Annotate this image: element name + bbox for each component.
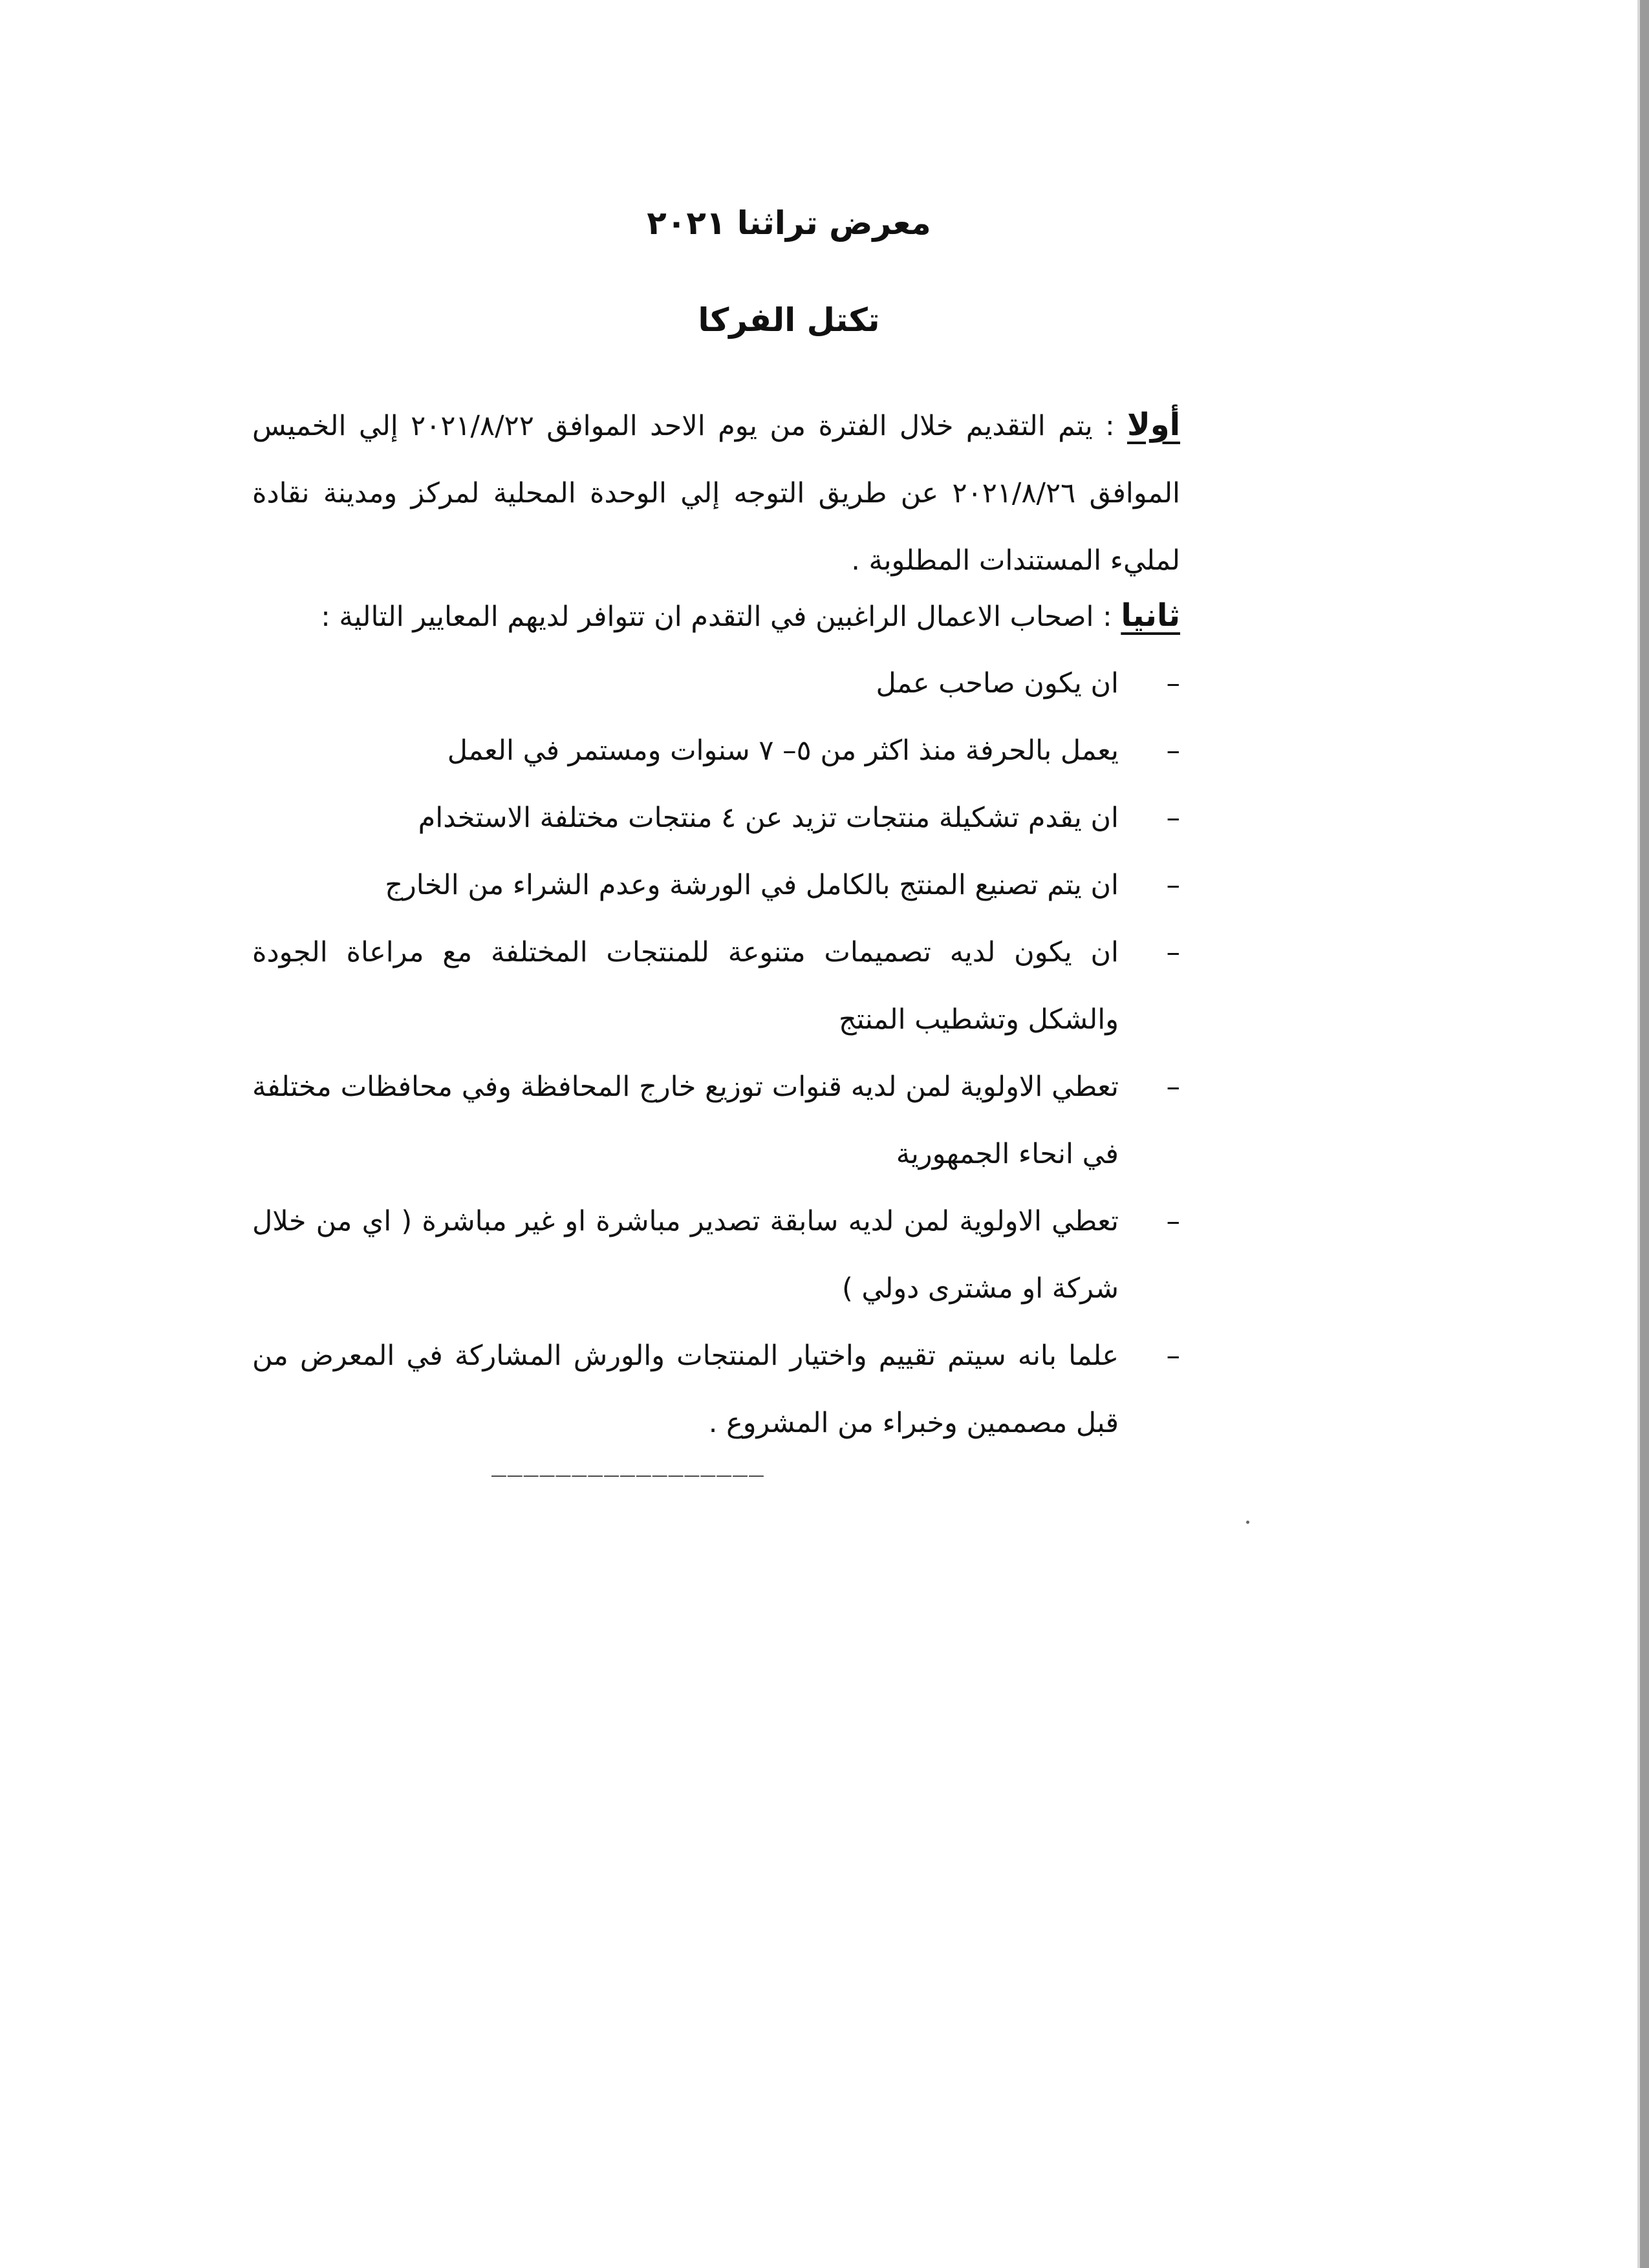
scan-edge [1640,0,1649,2268]
section-first-label: أولا [1126,407,1181,443]
criteria-item: – ان يكون صاحب عمل [252,650,1180,717]
criteria-item: – علما بانه سيتم تقييم واختيار المنتجات والورش المشاركة في المعرض من قبل مصممين وخبراء من المشروع . [252,1322,1180,1457]
criteria-list [252,650,1180,1457]
criteria-item: – ان يتم تصنيع المنتج بالكامل في الورشة وعدم الشراء من الخارج [252,851,1180,919]
scan-edge-shadow [1637,0,1640,2268]
section-first-text: : يتم التقديم خلال الفترة من يوم الاحد الموافق ٢٠٢١/٨/٢٢ إلي الخميس الموافق ٢٠٢١/٨/٢٦ عن طريق التوجه إلي الوحدة المحلية لمركز ومدينة نقادة لمليء المستندات المطلوبة . [252,410,1180,577]
section-first [252,391,1180,594]
section-second-text: : اصحاب الاعمال الراغبين في التقدم ان تتوافر لديهم المعايير التالية : [321,601,1121,633]
criteria-item: – يعمل بالحرفة منذ اكثر من ٥– ٧ سنوات ومستمر في العمل [252,717,1180,784]
section-second [252,582,1180,650]
closing-divider: _________________ [491,1448,765,1477]
document-subtitle: تكتل الفركا [698,301,880,339]
criteria-item: – ان يكون لديه تصميمات متنوعة للمنتجات المختلفة مع مراعاة الجودة والشكل وتشطيب المنتج [252,919,1180,1053]
criteria-item: – تعطي الاولوية لمن لديه قنوات توزيع خارج المحافظة وفي محافظات مختلفة في انحاء الجمهورية [252,1053,1180,1188]
scan-speck [1246,1521,1249,1524]
section-second-label: ثانيا [1121,597,1180,634]
criteria-item: – ان يقدم تشكيلة منتجات تزيد عن ٤ منتجات مختلفة الاستخدام [252,784,1180,851]
criteria-item: – تعطي الاولوية لمن لديه سابقة تصدير مباشرة او غير مباشرة ( اي من خلال شركة او مشترى دولي ) [252,1188,1180,1322]
document-title: معرض تراثنا ٢٠٢١ [647,204,931,242]
